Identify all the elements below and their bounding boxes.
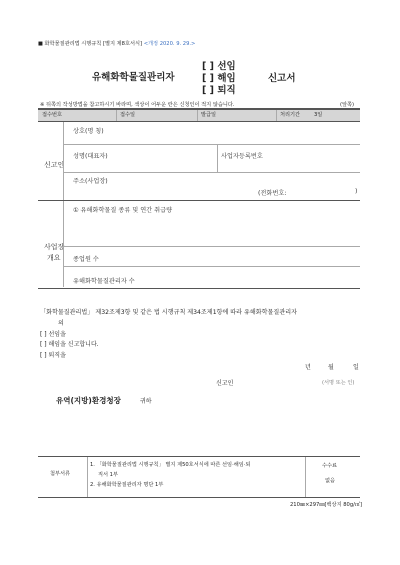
row-divider — [63, 172, 360, 173]
declaration-text: 「화학물질관리법」 제32조제3항 및 같은 법 시행규칙 제34조제1항에 따라 유해화학물질관리자 — [40, 309, 297, 316]
page-side: (앞쪽) — [340, 102, 355, 108]
row-divider — [63, 246, 360, 247]
receipt-date-label: 접수일 — [120, 112, 136, 118]
fee-value: 없음 — [325, 478, 336, 484]
row-divider — [63, 266, 360, 267]
attachment-item-1-cont: 직서 1부 — [98, 472, 118, 478]
processing-period-value: 3일 — [314, 112, 323, 118]
divider — [276, 110, 277, 121]
regulation-header — [38, 40, 195, 47]
date-day: 일 — [353, 364, 359, 371]
company-name-field[interactable]: 상호(명 칭) — [73, 128, 104, 135]
date-year: 년 — [305, 364, 311, 371]
receipt-row — [38, 110, 360, 121]
divider — [87, 457, 88, 497]
address-field[interactable]: 주소(사업장) — [73, 178, 108, 185]
recipient-suffix: 귀하 — [140, 398, 152, 405]
declaration-text-2: 의 — [58, 320, 64, 327]
declare-option-retire[interactable]: [ ] 퇴직을 — [40, 352, 66, 359]
managers-field[interactable]: 유해화학물질관리자 수 — [73, 278, 135, 285]
attachments-label: 첨부서류 — [50, 471, 71, 477]
attachment-item-1: 1. 「화학물질관리법 시행규칙」 별지 제50호서식에 따른 선임·해임·퇴 — [90, 462, 251, 468]
revision-date: <개정 2020. 9. 29.> — [143, 41, 196, 47]
divider — [116, 110, 117, 121]
option-label: 퇴직 — [217, 85, 236, 96]
attachments-bottom-border — [38, 497, 360, 498]
site-section-label-2: 개요 — [47, 254, 61, 262]
row-divider — [63, 144, 360, 145]
regulation-text: ■ 화학물질관리법 시행규칙 [별지 제8호서식] — [38, 41, 144, 47]
date-month: 월 — [328, 364, 334, 371]
applicant-section-label: 신고인 — [44, 161, 65, 169]
recipient-office: 유역(지방)환경청장 — [56, 396, 121, 405]
form-title-suffix: 신고서 — [268, 73, 296, 84]
business-number-field[interactable]: 사업자등록번호 — [221, 153, 263, 160]
divider — [197, 110, 198, 121]
form-title: 유해화학물질관리자 — [92, 72, 175, 83]
signature-label: 신고인 — [216, 380, 234, 387]
phone-close: ) — [355, 188, 358, 195]
attachment-item-2: 2. 유해화학물질관리자 명단 1부 — [90, 482, 164, 488]
representative-field[interactable]: 성명(대표자) — [73, 153, 108, 160]
section-divider — [38, 288, 360, 289]
phone-field[interactable]: (전화번호: — [258, 190, 287, 197]
employees-field[interactable]: 종업원 수 — [73, 256, 99, 263]
section-divider — [38, 200, 360, 201]
table-divider — [38, 121, 360, 123]
site-section-label: 사업장 — [44, 243, 65, 251]
receipt-number-label: 접수번호 — [42, 112, 63, 118]
notice-text: ※ 뒤쪽의 작성방법을 참고하시기 바라며, 색상이 어두운 란은 신청인이 적지 않습니다. — [40, 102, 235, 108]
declare-option-dismiss[interactable]: [ ] 해임을 신고합니다. — [40, 341, 99, 348]
processing-period-label: 처리기간 — [280, 112, 301, 118]
divider — [217, 144, 218, 172]
fee-label: 수수료 — [322, 463, 338, 469]
issue-date-label: 발급일 — [201, 112, 217, 118]
declare-option-appoint[interactable]: [ ] 선임을 — [40, 331, 66, 338]
option-select-retire[interactable] — [202, 82, 236, 96]
divider — [63, 201, 64, 287]
chemicals-field[interactable]: ① 유해화학물질 종류 및 연간 취급량 — [73, 207, 173, 214]
paper-spec: 210㎜×297㎜[백상지 80g/㎡] — [290, 502, 363, 508]
option-bracket: [ ] — [202, 61, 214, 72]
option-bracket: [ ] — [202, 73, 214, 84]
divider — [63, 122, 64, 200]
option-label: 해임 — [217, 73, 236, 84]
option-label: 선임 — [217, 61, 236, 72]
signature-field[interactable]: (서명 또는 인) — [322, 380, 355, 386]
option-bracket: [ ] — [202, 85, 214, 96]
divider — [305, 457, 306, 497]
